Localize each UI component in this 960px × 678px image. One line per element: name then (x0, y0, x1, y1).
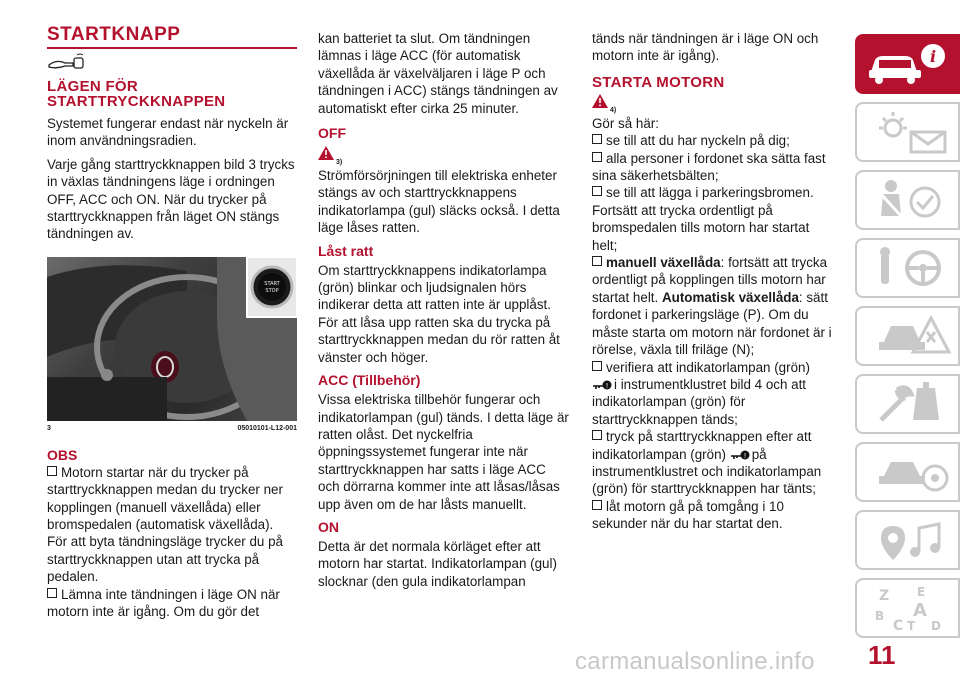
checkbox-bullet-icon (47, 466, 57, 476)
svg-text:D: D (931, 619, 941, 633)
page-number: 11 (868, 640, 896, 670)
column-3 (592, 30, 838, 533)
tab-safety[interactable] (855, 170, 960, 230)
paragraph: Detta är det normala körläget efter att motorn har startat. Indikatorlampan (gul) slocknar (den gula indikatorlampan (318, 538, 557, 589)
tab-maintenance[interactable] (855, 374, 960, 434)
off-heading: OFF (318, 125, 346, 142)
tab-index[interactable] (855, 578, 960, 638)
key-indicator-icon (730, 449, 752, 461)
car-info-icon (865, 42, 955, 86)
checkbox-bullet-icon (592, 134, 602, 144)
obs-item: Motorn startar när du trycker på starttryckknappen medan du trycker ner kopplingen (manuell växellåda) eller bromspedalen (automatisk växellåda). För att byta tändningsläge trycker du på starttryckknappen utan att trycka på pedalen. (47, 464, 283, 585)
checkbox-bullet-icon (592, 152, 602, 162)
warning-triangle-icon (318, 146, 334, 160)
step-item: se till att du har nyckeln på dig; (592, 132, 838, 149)
step-item: alla personer i fordonet ska sätta fast sina säkerhetsbälten; (592, 150, 826, 184)
svg-text:!: ! (743, 451, 747, 460)
on-heading: ON (318, 518, 339, 535)
step-item: se till att lägga i parkeringsbromen. Fortsätt att trycka ordentligt på bromspedalen tills motorn har startat helt; (592, 185, 814, 253)
step-item: tryck på starttryckknappen efter att indikatorlampan (grön) ! på instrumentklustret och indikatorlampan (grön) för starttryckknappen har tänts; (592, 429, 822, 497)
emergency-icon (873, 312, 953, 360)
step-item: verifiera att indikatorlampan (grön) ! i instrumentklustret bild 4 och att indikatorlampan (grön) för starttryckknappen tänds; (592, 359, 810, 427)
chapter-tabs (855, 34, 960, 646)
checkbox-bullet-icon (592, 361, 602, 371)
warning-lights-icon (873, 110, 953, 156)
checkbox-bullet-icon (592, 186, 602, 196)
tab-driving[interactable] (855, 238, 960, 298)
start-button-photo (47, 257, 297, 421)
checkbox-bullet-icon (47, 588, 57, 598)
paragraph: Varje gång starttryckknappen bild 3 trycks in växlas tändningens läge i ordningen OFF, ACC och ON. När du trycker på starttryckknappen från läget ON stängs tändningen av. (47, 156, 295, 242)
paragraph: Om starttryckknappens indikatorlampa (grön) blinkar och ljudsignalen hörs indikerar detta att ratten inte är upplåst. För att låsa upp ratten ska du trycka på starttryckknappen medan du rör ratten åt vänster och höger. (318, 262, 560, 365)
svg-text:A: A (913, 600, 927, 621)
lock-heading: Låst ratt (318, 242, 374, 259)
tab-technical-data[interactable] (855, 442, 960, 502)
driving-icon (873, 244, 953, 292)
start-stop-label: START (264, 280, 280, 287)
paragraph: Systemet fungerar endast när nyckeln är inom användningsradien. (47, 116, 289, 149)
maintenance-icon (873, 380, 953, 428)
key-indicator-icon (592, 379, 614, 391)
figure-caption (47, 424, 297, 433)
watermark: carmanualsonline.info (575, 648, 815, 675)
warning-triangle-icon (592, 94, 608, 108)
svg-text:C: C (893, 618, 904, 634)
obs-heading: OBS (47, 446, 78, 463)
column-2 (318, 30, 570, 596)
figure-code: 05010101-L12-001 (237, 424, 297, 432)
figure-number: 3 (47, 424, 51, 432)
paragraph: Strömförsörjningen till elektriska enheter stängs av och starttryckknappens indikatorlampa (gul) släcks också. I detta läge låses ratten. (318, 168, 560, 236)
safety-icon (873, 176, 953, 224)
svg-text:E: E (917, 585, 926, 599)
svg-text:i: i (929, 47, 937, 66)
tab-car-info[interactable] (855, 34, 960, 94)
svg-text:T: T (907, 619, 916, 633)
tab-emergency[interactable] (855, 306, 960, 366)
svg-text:STOP: STOP (265, 287, 279, 294)
section-title: STARTKNAPP (47, 24, 297, 49)
acc-heading: ACC (Tillbehör) (318, 372, 421, 389)
step-item: manuell växellåda: fortsätt att trycka ordentligt på kopplingen tills motorn har startat helt. Automatisk växellåda: sätt fordonet i parkeringsläge (P). Om du måste starta om motorn när fordonet är i rörelse, växla till friläge (N); (592, 255, 832, 358)
tab-multimedia[interactable] (855, 510, 960, 570)
technical-data-icon (873, 448, 953, 496)
tab-warning-lights[interactable] (855, 102, 960, 162)
obs-item: Lämna inte tändningen i läge ON när motorn inte är igång. Om du gör det (47, 586, 280, 620)
warning-reference: 4) (592, 94, 838, 111)
checkbox-bullet-icon (592, 500, 602, 510)
svg-text:!: ! (605, 382, 609, 391)
subsection-title: LÄGEN FÖR STARTTRYCKKNAPPEN (47, 78, 226, 110)
key-hand-icon (47, 53, 297, 73)
multimedia-icon (873, 516, 953, 564)
column-1 (47, 24, 297, 621)
svg-text:B: B (875, 609, 885, 623)
paragraph: Vissa elektriska tillbehör fungerar och indikatorlampan (gul) tänds. I detta läge är ratten olåst. Det nyckelfria öppningssystemet fungerar inte när starttryckknappen har satts i läge ACC och dörrarna kommer inte att låsas/låsas upp även om de har låsts manuellt. (318, 392, 569, 512)
warning-reference: 3) (318, 146, 570, 163)
step-item: låt motorn gå på tomgång i 10 sekunder när du har startat den. (592, 498, 784, 532)
checkbox-bullet-icon (592, 430, 602, 440)
checkbox-bullet-icon (592, 256, 602, 266)
index-icon (873, 582, 953, 634)
paragraph: Gör så här: (592, 115, 659, 131)
paragraph: tänds när tändningen är i läge ON och motorn inte är igång). (592, 31, 819, 64)
svg-text:Z: Z (879, 588, 890, 604)
start-heading: STARTA MOTORN (592, 73, 725, 91)
paragraph: kan batteriet ta slut. Om tändningen lämnas i läge ACC (för automatisk växellåda är växelväljaren i läge P och tändningen i ACC) stängs tändningen av automatiskt efter cirka 25 minuter. (318, 31, 558, 116)
